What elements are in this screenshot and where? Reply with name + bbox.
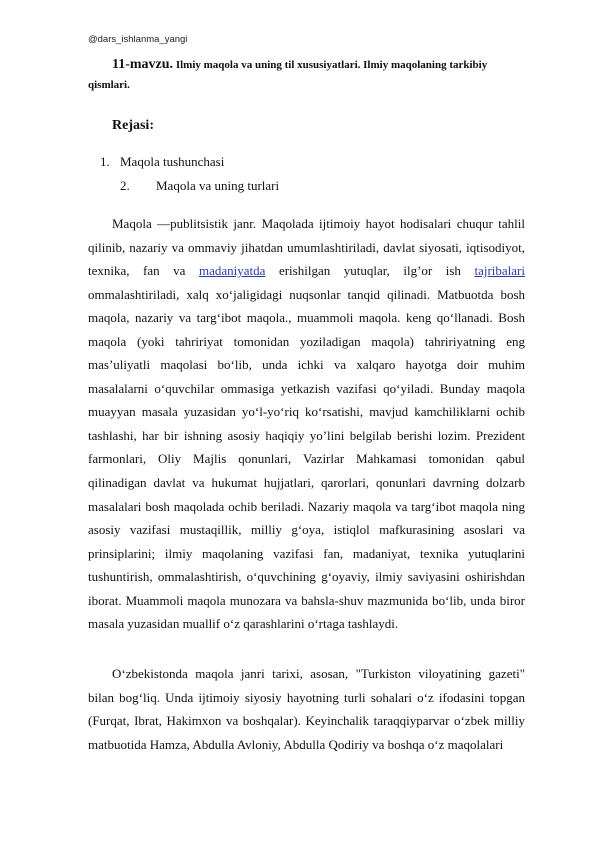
plan-item-text: Maqola tushunchasi	[120, 154, 225, 169]
plan-item-text: Maqola va uning turlari	[156, 178, 280, 193]
paragraph-text: Maqola —publitsistik janr. Maqolada ijtimoiy hayot hodisalari chuqur tahlil qilinib, nazariy va ommaviy jihatdan umumlashtiriladi, davlat siyosati, iqtisodiyot, texnika, fan va	[88, 216, 525, 279]
paragraph-text: erishilgan yutuqlar, ilg’or ish	[265, 263, 475, 279]
plan-heading: Rejasi:	[112, 118, 154, 133]
plan-item-number: 1.	[100, 154, 110, 169]
channel-watermark: @dars_ishlanma_yangi	[88, 34, 188, 45]
topic-title-text: Ilmiy maqola va uning til xususiyatlari. Ilmiy maqolaning tarkibiy qismlari.	[88, 59, 488, 91]
paragraph-text: ommalashtiriladi, xalq xo‘jaligidagi nuqsonlar tanqid qilinadi. Matbuotda bosh maqola, nazariy va targ‘ibot maqola., muammoli maqola. keng qo‘llanadi. Bosh maqola (yoki tahririyat tomonidan yoziladigan maqola) tahririyatning eng mas’uliyatli maqolasi bo‘lib, unda ichki va xalqaro hayotga doir muhim masalalarni o‘quvchilar ommasiga yetkazish vazifasi qo‘yiladi. Bunday maqola muayyan masala yuzasidan yo‘l-yo‘riq ko‘rsatishi, mavjud kamchiliklarni ochib tashlashi, har bir ishning asosiy haqiqiy yo’lini belgilab berishi lozim. Prezident farmonlari, Oliy Majlis qonunlari, Vazirlar Mahkamasi tomonidan qabul qilinadigan davlat va hukumat hujjatlari, qarorlari, qonunlari davrning dolzarb masalalari bosh maqolada ochib beriladi. Nazariy maqola va targ‘ibot maqola ning asosiy vazifasi mustaqillik, milliy g‘oya, istiqlol mafkurasining asoslari va prinsiplarini; ilmiy maqolaning vazifasi fan, madaniyat, texnika yutuqlarini tushuntirish, ommalashtirish, o‘quvchining g‘oyaviy, ilmiy saviyasini oshirishdan iborat. Muammoli maqola munozara va bahsla-shuv mazmunida bo‘lib, unda biror masala yuzasidan muallif o‘z qarashlarini o‘rtaga tashlaydi.	[88, 286, 525, 632]
body-paragraph-2: O‘zbekistonda maqola janri tarixi, asosan, "Turkiston viloyatining gazeti" bilan bog‘liq. Unda ijtimoiy siyosiy hayotning turli sohalari o‘z ifodasini topgan (Furqat, Ibrat, Hakimxon va boshqalar). Keyinchalik taraqqiyparvar o‘zbek milliy matbuotida Hamza, Abdulla Avloniy, Abdulla Qodiriy va boshqa o‘z maqolalari	[88, 666, 525, 752]
plan-item-number: 2.	[120, 178, 130, 193]
topic-number: 11-mavzu.	[112, 57, 174, 72]
body-paragraph-1	[88, 212, 525, 636]
lesson-title	[88, 55, 524, 95]
tajribalari-link[interactable]: tajribalari	[474, 263, 525, 279]
madaniyatda-link[interactable]: madaniyatda	[199, 263, 266, 279]
